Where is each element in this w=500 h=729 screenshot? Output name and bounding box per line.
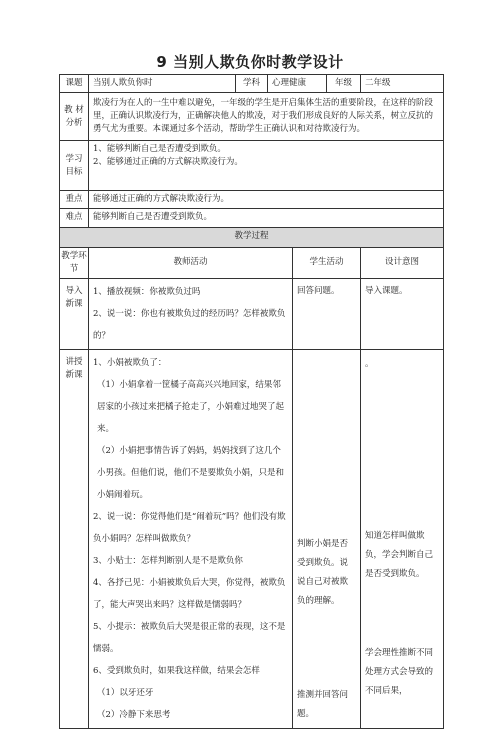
subject-label: 课题 (60, 75, 89, 93)
grade-value: 二年级 (361, 75, 444, 93)
key-text: 能够通过正确的方式解决欺凌行为。 (89, 191, 444, 209)
info-row-subject (60, 75, 444, 93)
intro-student-activity: 回答问题。 (293, 278, 361, 349)
info-row-key (60, 191, 444, 209)
intro-design-intent: 导入课题。 (361, 278, 444, 349)
lesson-intent-note: 知道怎样叫做欺负，学会判断自己是否受到欺负。 (365, 530, 434, 579)
process-heading: 教学过程 (60, 227, 444, 247)
info-row-difficulty (60, 209, 444, 227)
goals-label: 学习 目标 (60, 141, 89, 191)
process-heading-row (60, 227, 444, 247)
goals-list (89, 141, 444, 191)
col-header-student: 学生活动 (293, 247, 361, 278)
process-row-intro (60, 278, 444, 349)
grade-label: 年级 (327, 75, 361, 93)
process-row-lesson (60, 349, 444, 728)
lesson-step: 5、小提示：被欺负后大哭是很正常的表现，这不是懦弱。 (93, 621, 286, 654)
lesson-step: 4、各抒己见：小娟被欺负后大哭，你觉得，被欺负了，能大声哭出来吗？这样做是懦弱吗？ (93, 577, 286, 610)
lesson-step: 2、说一说：你觉得他们是“闹着玩”吗？他们没有欺负小娟吗？怎样叫做欺负？ (93, 511, 286, 544)
process-column-headers (60, 247, 444, 278)
lesson-stage: 讲授新课 (60, 349, 89, 728)
discipline-label: 学科 (236, 75, 268, 93)
document-title: 9 当别人欺负你时教学设计 (156, 53, 344, 71)
difficulty-label: 难点 (60, 209, 89, 227)
subject-value: 当别人欺负你时 (89, 75, 236, 93)
intro-step: 1、播放视频：你被欺负过吗 (93, 286, 201, 297)
key-label: 重点 (60, 191, 89, 209)
analysis-text: 欺凌行为在人的一生中难以避免，一年级的学生是开启集体生活的重要阶段，在这样的阶段里，正确认识欺凌行为，正确解决他人的欺凌，对于我们形成良好的人际关系，树立反抗的勇气尤为重要。本课通过多个活动，帮助学生正确认识和对待欺凌行为。 (89, 93, 444, 141)
lesson-step: （2）冷静下来思考 (97, 709, 171, 720)
lesson-step: （1）小娟拿着一筐橘子高高兴兴地回家，结果邻居家的小孩过来把橘子抢走了，小娟难过地哭了起来。 (97, 379, 285, 434)
col-header-intent: 设计意图 (361, 247, 444, 278)
intro-stage: 导入新课 (60, 278, 89, 349)
intro-teacher-activity (89, 278, 293, 349)
info-row-analysis (60, 93, 444, 141)
goal-item: 1、能够判断自己是否遭受到欺负。 (93, 144, 226, 155)
lesson-step: （2）小娟把事情告诉了妈妈，妈妈找到了这几个小男孩。但他们说，他们不是要欺负小娟，只是和小娟闹着玩。 (97, 445, 285, 500)
lesson-student-note: 判断小娟是否受到欺负。说说自己对被欺负的理解。 (297, 538, 349, 606)
col-header-stage: 教学环节 (60, 247, 89, 278)
lesson-design-intent (361, 349, 444, 728)
lesson-step: 3、小贴士：怎样判断别人是不是欺负你 (93, 555, 243, 566)
difficulty-text: 能够判断自己是否遭受到欺负。 (89, 209, 444, 227)
lesson-intent-note: 。 (365, 358, 374, 369)
discipline-value: 心理健康 (268, 75, 327, 93)
lesson-step: 1、小娟被欺负了： (93, 357, 167, 368)
lesson-student-activity (293, 349, 361, 728)
lesson-teacher-activity (89, 349, 293, 728)
lesson-student-note: 推测并回答问题。 (297, 689, 349, 719)
intro-step: 2、说一说：你也有被欺负过的经历吗？怎样被欺负的？ (93, 308, 286, 341)
lesson-step: 6、受到欺负时，如果我这样做，结果会怎样 (93, 665, 260, 676)
col-header-teacher: 教师活动 (89, 247, 293, 278)
info-row-goals (60, 141, 444, 191)
goal-item: 2、能够通过正确的方式解决欺凌行为。 (93, 157, 243, 168)
lesson-step: （1）以牙还牙 (97, 687, 154, 698)
analysis-label: 教 材 分析 (60, 93, 89, 141)
lesson-plan-table (59, 74, 444, 729)
lesson-intent-note: 学会理性推断不同处理方式会导致的不同后果， (365, 647, 434, 696)
